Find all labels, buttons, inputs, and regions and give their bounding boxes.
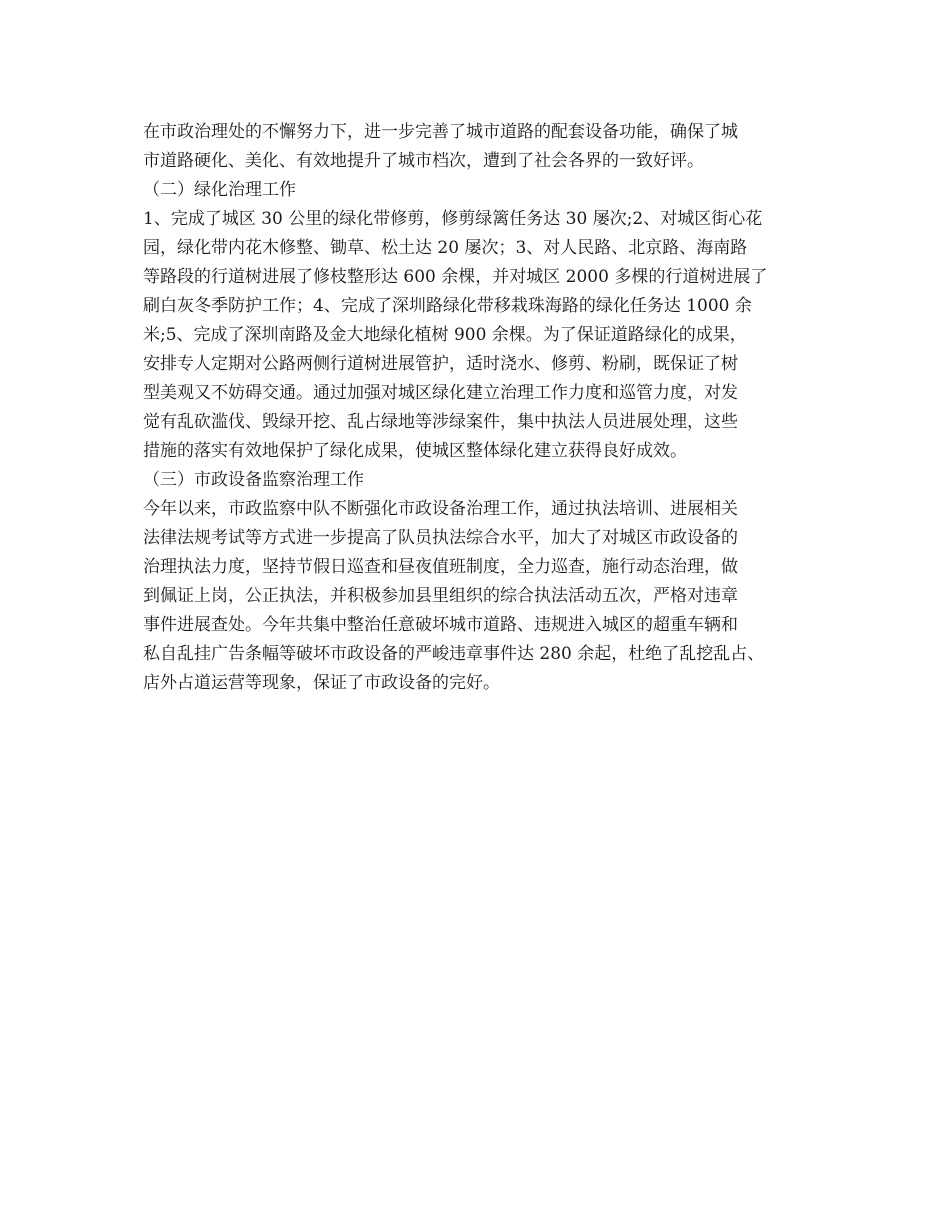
paragraph-line: 私自乱挂广告条幅等破坏市政设备的严峻违章事件达 280 余起，杜绝了乱挖乱占、 <box>143 644 765 664</box>
paragraph-line: 治理执法力度，坚持节假日巡查和昼夜值班制度，全力巡查，施行动态治理，做 <box>143 557 738 577</box>
paragraph-line: 在市政治理处的不懈努力下，进一步完善了城市道路的配套设备功能，确保了城 <box>143 122 738 142</box>
paragraph-line: 法律法规考试等方式进一步提高了队员执法综合水平，加大了对城区市政设备的 <box>143 528 738 548</box>
paragraph-line: 今年以来，市政监察中队不断强化市政设备治理工作，通过执法培训、进展相关 <box>143 499 738 519</box>
paragraph-line: 事件进展查处。今年共集中整治任意破坏城市道路、违规进入城区的超重车辆和 <box>143 615 738 635</box>
document-body <box>143 118 823 698</box>
paragraph-line: 措施的落实有效地保护了绿化成果，使城区整体绿化建立获得良好成效。 <box>143 441 687 461</box>
paragraph-line: 米;5、完成了深圳南路及金大地绿化植树 900 余棵。为了保证道路绿化的成果， <box>143 325 747 345</box>
section-heading: （二）绿化治理工作 <box>143 180 296 200</box>
paragraph-line: 等路段的行道树进展了修枝整形达 600 余棵，并对城区 2000 多棵的行道树进展了 <box>143 267 768 287</box>
paragraph-line: 刷白灰冬季防护工作；4、完成了深圳路绿化带移栽珠海路的绿化任务达 1000 余 <box>143 296 752 316</box>
paragraph-line: 1、完成了城区 30 公里的绿化带修剪，修剪绿篱任务达 30 屡次;2、对城区街心花 <box>143 209 763 229</box>
paragraph-line: 安排专人定期对公路两侧行道树进展管护，适时浇水、修剪、粉刷，既保证了树 <box>143 354 738 374</box>
section-heading: （三）市政设备监察治理工作 <box>143 470 364 490</box>
paragraph-line: 市道路硬化、美化、有效地提升了城市档次，遭到了社会各界的一致好评。 <box>143 151 704 171</box>
paragraph-line: 型美观又不妨碍交通。通过加强对城区绿化建立治理工作力度和巡管力度，对发 <box>143 383 738 403</box>
paragraph-line: 园，绿化带内花木修整、锄草、松土达 20 屡次；3、对人民路、北京路、海南路 <box>143 238 748 258</box>
paragraph-line: 觉有乱砍滥伐、毁绿开挖、乱占绿地等涉绿案件，集中执法人员进展处理，这些 <box>143 412 738 432</box>
paragraph-line: 到佩证上岗，公正执法，并积极参加县里组织的综合执法活动五次，严格对违章 <box>143 586 738 606</box>
paragraph-line: 店外占道运营等现象，保证了市政设备的完好。 <box>143 673 500 693</box>
